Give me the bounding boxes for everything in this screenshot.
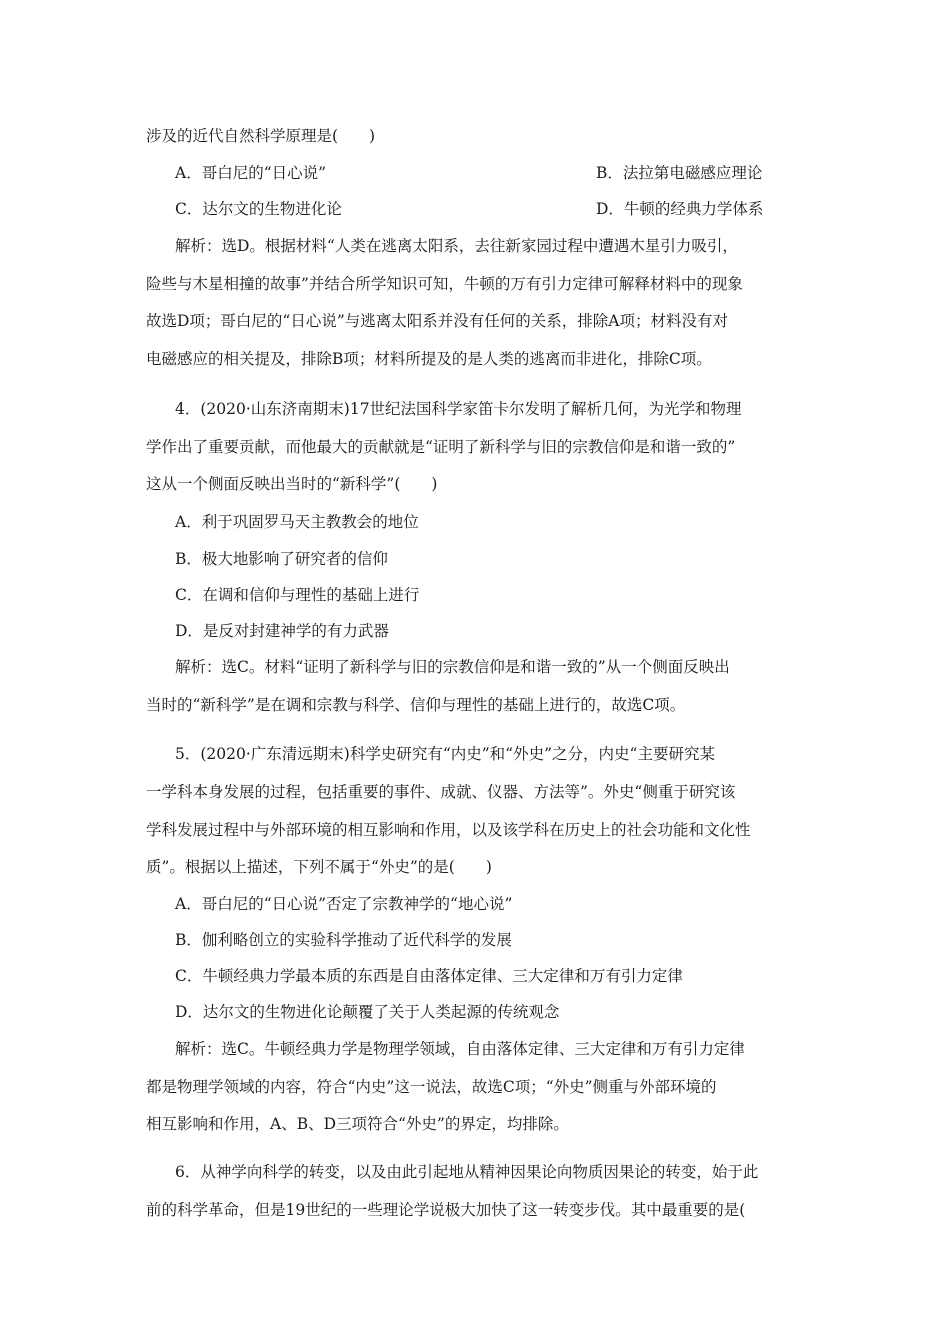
q4-stem-line: 4．(2020·山东济南期末)17世纪法国科学家笛卡尔发明了解析几何，为光学和物理: [175, 400, 742, 418]
q5-analysis-line: 都是物理学领域的内容，符合“内史”这一说法，故选C项；“外史”侧重与外部环境的: [146, 1078, 717, 1096]
q4-option-b: B．极大地影响了研究者的信仰: [175, 550, 388, 568]
q3-option-c: C．达尔文的生物进化论: [175, 200, 342, 218]
q3-analysis-line: 故选D项；哥白尼的“日心说”与逃离太阳系并没有任何的关系，排除A项；材料没有对: [146, 312, 728, 330]
q5-stem-line: 一学科本身发展的过程，包括重要的事件、成就、仪器、方法等”。外史“侧重于研究该: [146, 783, 736, 801]
q3-analysis-line: 解析：选D。根据材料“人类在逃离太阳系，去往新家园过程中遭遇木星引力吸引，: [175, 237, 738, 255]
q3-analysis-line: 电磁感应的相关提及，排除B项；材料所提及的是人类的逃离而非进化，排除C项。: [146, 350, 712, 368]
q5-option-a: A．哥白尼的“日心说”否定了宗教神学的“地心说”: [175, 895, 513, 913]
q3-option-d: D．牛顿的经典力学体系: [596, 200, 764, 218]
q3-option-a: A．哥白尼的“日心说”: [175, 164, 327, 182]
q3-analysis-line: 险些与木星相撞的故事”并结合所学知识可知，牛顿的万有引力定律可解释材料中的现象: [146, 275, 743, 293]
q5-analysis-line: 相互影响和作用，A、B、D三项符合“外史”的界定，均排除。: [146, 1115, 569, 1133]
q4-option-a: A．利于巩固罗马天主教教会的地位: [175, 513, 419, 531]
q3-option-b: B．法拉第电磁感应理论: [596, 164, 763, 182]
q5-analysis-line: 解析：选C。牛顿经典力学是物理学领域，自由落体定律、三大定律和万有引力定律: [175, 1040, 745, 1058]
q4-option-c: C．在调和信仰与理性的基础上进行: [175, 586, 420, 604]
q5-option-b: B．伽利略创立的实验科学推动了近代科学的发展: [175, 931, 512, 949]
q4-option-d: D．是反对封建神学的有力武器: [175, 622, 389, 640]
q4-stem-line: 学作出了重要贡献，而他最大的贡献就是“证明了新科学与旧的宗教信仰是和谐一致的”: [146, 438, 736, 456]
q4-analysis-line: 当时的“新科学”是在调和宗教与科学、信仰与理性的基础上进行的，故选C项。: [146, 696, 686, 714]
q3-stem-tail: 涉及的近代自然科学原理是( ): [146, 127, 376, 145]
q6-stem-line: 6．从神学向科学的转变，以及由此引起地从精神因果论向物质因果论的转变，始于此: [175, 1163, 759, 1181]
q5-option-d: D．达尔文的生物进化论颠覆了关于人类起源的传统观念: [175, 1003, 560, 1021]
q4-stem-line: 这从一个侧面反映出当时的“新科学”( ): [146, 475, 438, 493]
q5-stem-line: 质”。根据以上描述，下列不属于“外史”的是( ): [146, 858, 492, 876]
q5-stem-line: 学科发展过程中与外部环境的相互影响和作用，以及该学科在历史上的社会功能和文化性: [146, 821, 751, 839]
q6-stem-line: 前的科学革命，但是19世纪的一些理论学说极大加快了这一转变步伐。其中最重要的是(: [146, 1201, 746, 1219]
q4-analysis-line: 解析：选C。材料“证明了新科学与旧的宗教信仰是和谐一致的”从一个侧面反映出: [175, 658, 730, 676]
q5-stem-line: 5．(2020·广东清远期末)科学史研究有“内史”和“外史”之分，内史“主要研究某: [175, 745, 715, 763]
q5-option-c: C．牛顿经典力学最本质的东西是自由落体定律、三大定律和万有引力定律: [175, 967, 683, 985]
